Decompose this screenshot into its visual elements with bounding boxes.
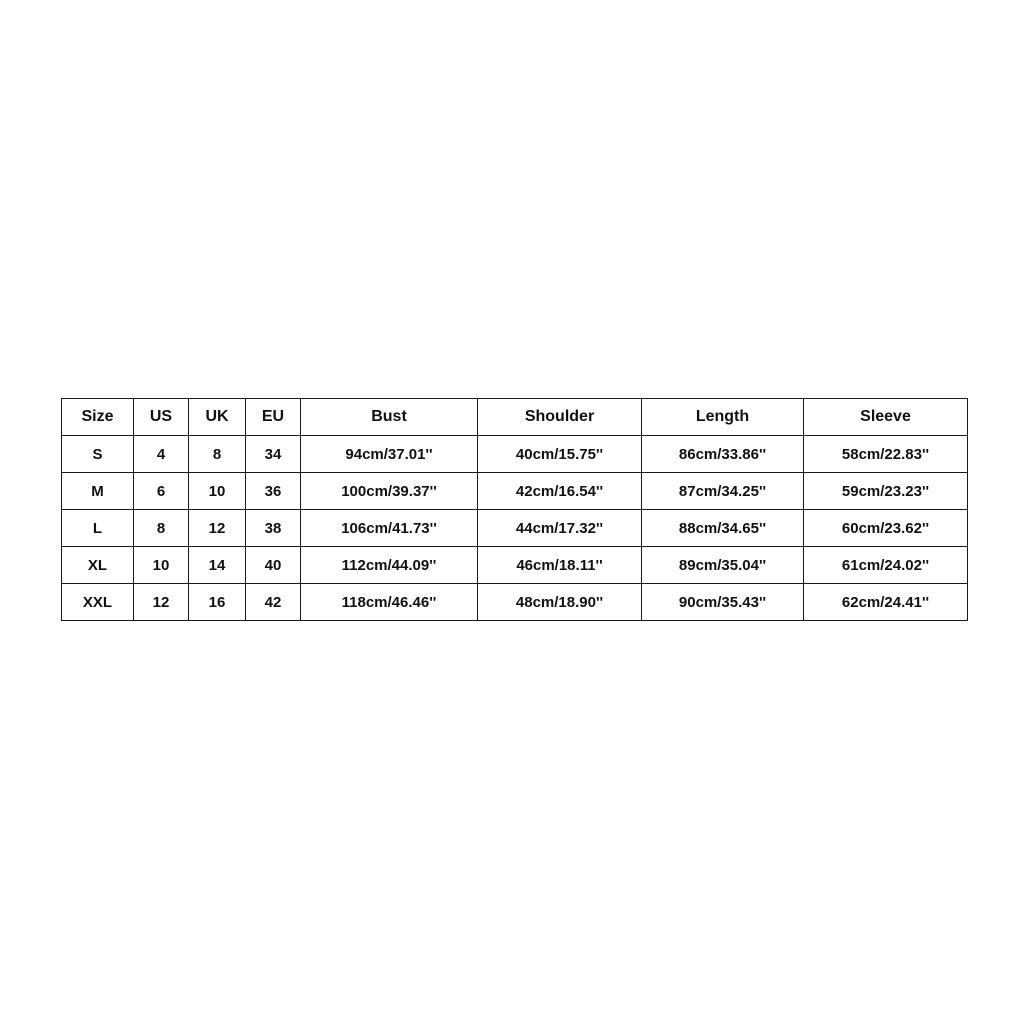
cell-length: 86cm/33.86'' <box>642 436 804 473</box>
cell-shoulder: 44cm/17.32'' <box>478 510 642 547</box>
header-length: Length <box>642 399 804 436</box>
cell-length: 90cm/35.43'' <box>642 584 804 621</box>
cell-uk: 16 <box>189 584 246 621</box>
cell-uk: 8 <box>189 436 246 473</box>
cell-length: 88cm/34.65'' <box>642 510 804 547</box>
table-row <box>62 584 968 621</box>
cell-shoulder: 42cm/16.54'' <box>478 473 642 510</box>
cell-bust: 100cm/39.37'' <box>301 473 478 510</box>
cell-eu: 42 <box>246 584 301 621</box>
cell-sleeve: 59cm/23.23'' <box>804 473 968 510</box>
cell-us: 10 <box>134 547 189 584</box>
cell-size: XL <box>62 547 134 584</box>
table-row <box>62 547 968 584</box>
cell-us: 12 <box>134 584 189 621</box>
cell-eu: 34 <box>246 436 301 473</box>
header-uk: UK <box>189 399 246 436</box>
cell-eu: 36 <box>246 473 301 510</box>
cell-us: 8 <box>134 510 189 547</box>
cell-bust: 118cm/46.46'' <box>301 584 478 621</box>
cell-shoulder: 40cm/15.75'' <box>478 436 642 473</box>
cell-eu: 40 <box>246 547 301 584</box>
cell-sleeve: 60cm/23.62'' <box>804 510 968 547</box>
cell-size: M <box>62 473 134 510</box>
cell-eu: 38 <box>246 510 301 547</box>
cell-bust: 94cm/37.01'' <box>301 436 478 473</box>
header-size: Size <box>62 399 134 436</box>
cell-sleeve: 61cm/24.02'' <box>804 547 968 584</box>
cell-us: 4 <box>134 436 189 473</box>
cell-size: XXL <box>62 584 134 621</box>
table-row <box>62 510 968 547</box>
header-eu: EU <box>246 399 301 436</box>
cell-length: 89cm/35.04'' <box>642 547 804 584</box>
table-row <box>62 473 968 510</box>
cell-length: 87cm/34.25'' <box>642 473 804 510</box>
header-us: US <box>134 399 189 436</box>
header-sleeve: Sleeve <box>804 399 968 436</box>
cell-us: 6 <box>134 473 189 510</box>
cell-size: S <box>62 436 134 473</box>
cell-uk: 12 <box>189 510 246 547</box>
cell-sleeve: 58cm/22.83'' <box>804 436 968 473</box>
size-chart-table <box>61 398 968 621</box>
cell-size: L <box>62 510 134 547</box>
header-bust: Bust <box>301 399 478 436</box>
header-shoulder: Shoulder <box>478 399 642 436</box>
cell-uk: 14 <box>189 547 246 584</box>
cell-uk: 10 <box>189 473 246 510</box>
cell-bust: 106cm/41.73'' <box>301 510 478 547</box>
table-row <box>62 436 968 473</box>
cell-bust: 112cm/44.09'' <box>301 547 478 584</box>
cell-shoulder: 46cm/18.11'' <box>478 547 642 584</box>
header-row <box>62 399 968 436</box>
cell-shoulder: 48cm/18.90'' <box>478 584 642 621</box>
cell-sleeve: 62cm/24.41'' <box>804 584 968 621</box>
